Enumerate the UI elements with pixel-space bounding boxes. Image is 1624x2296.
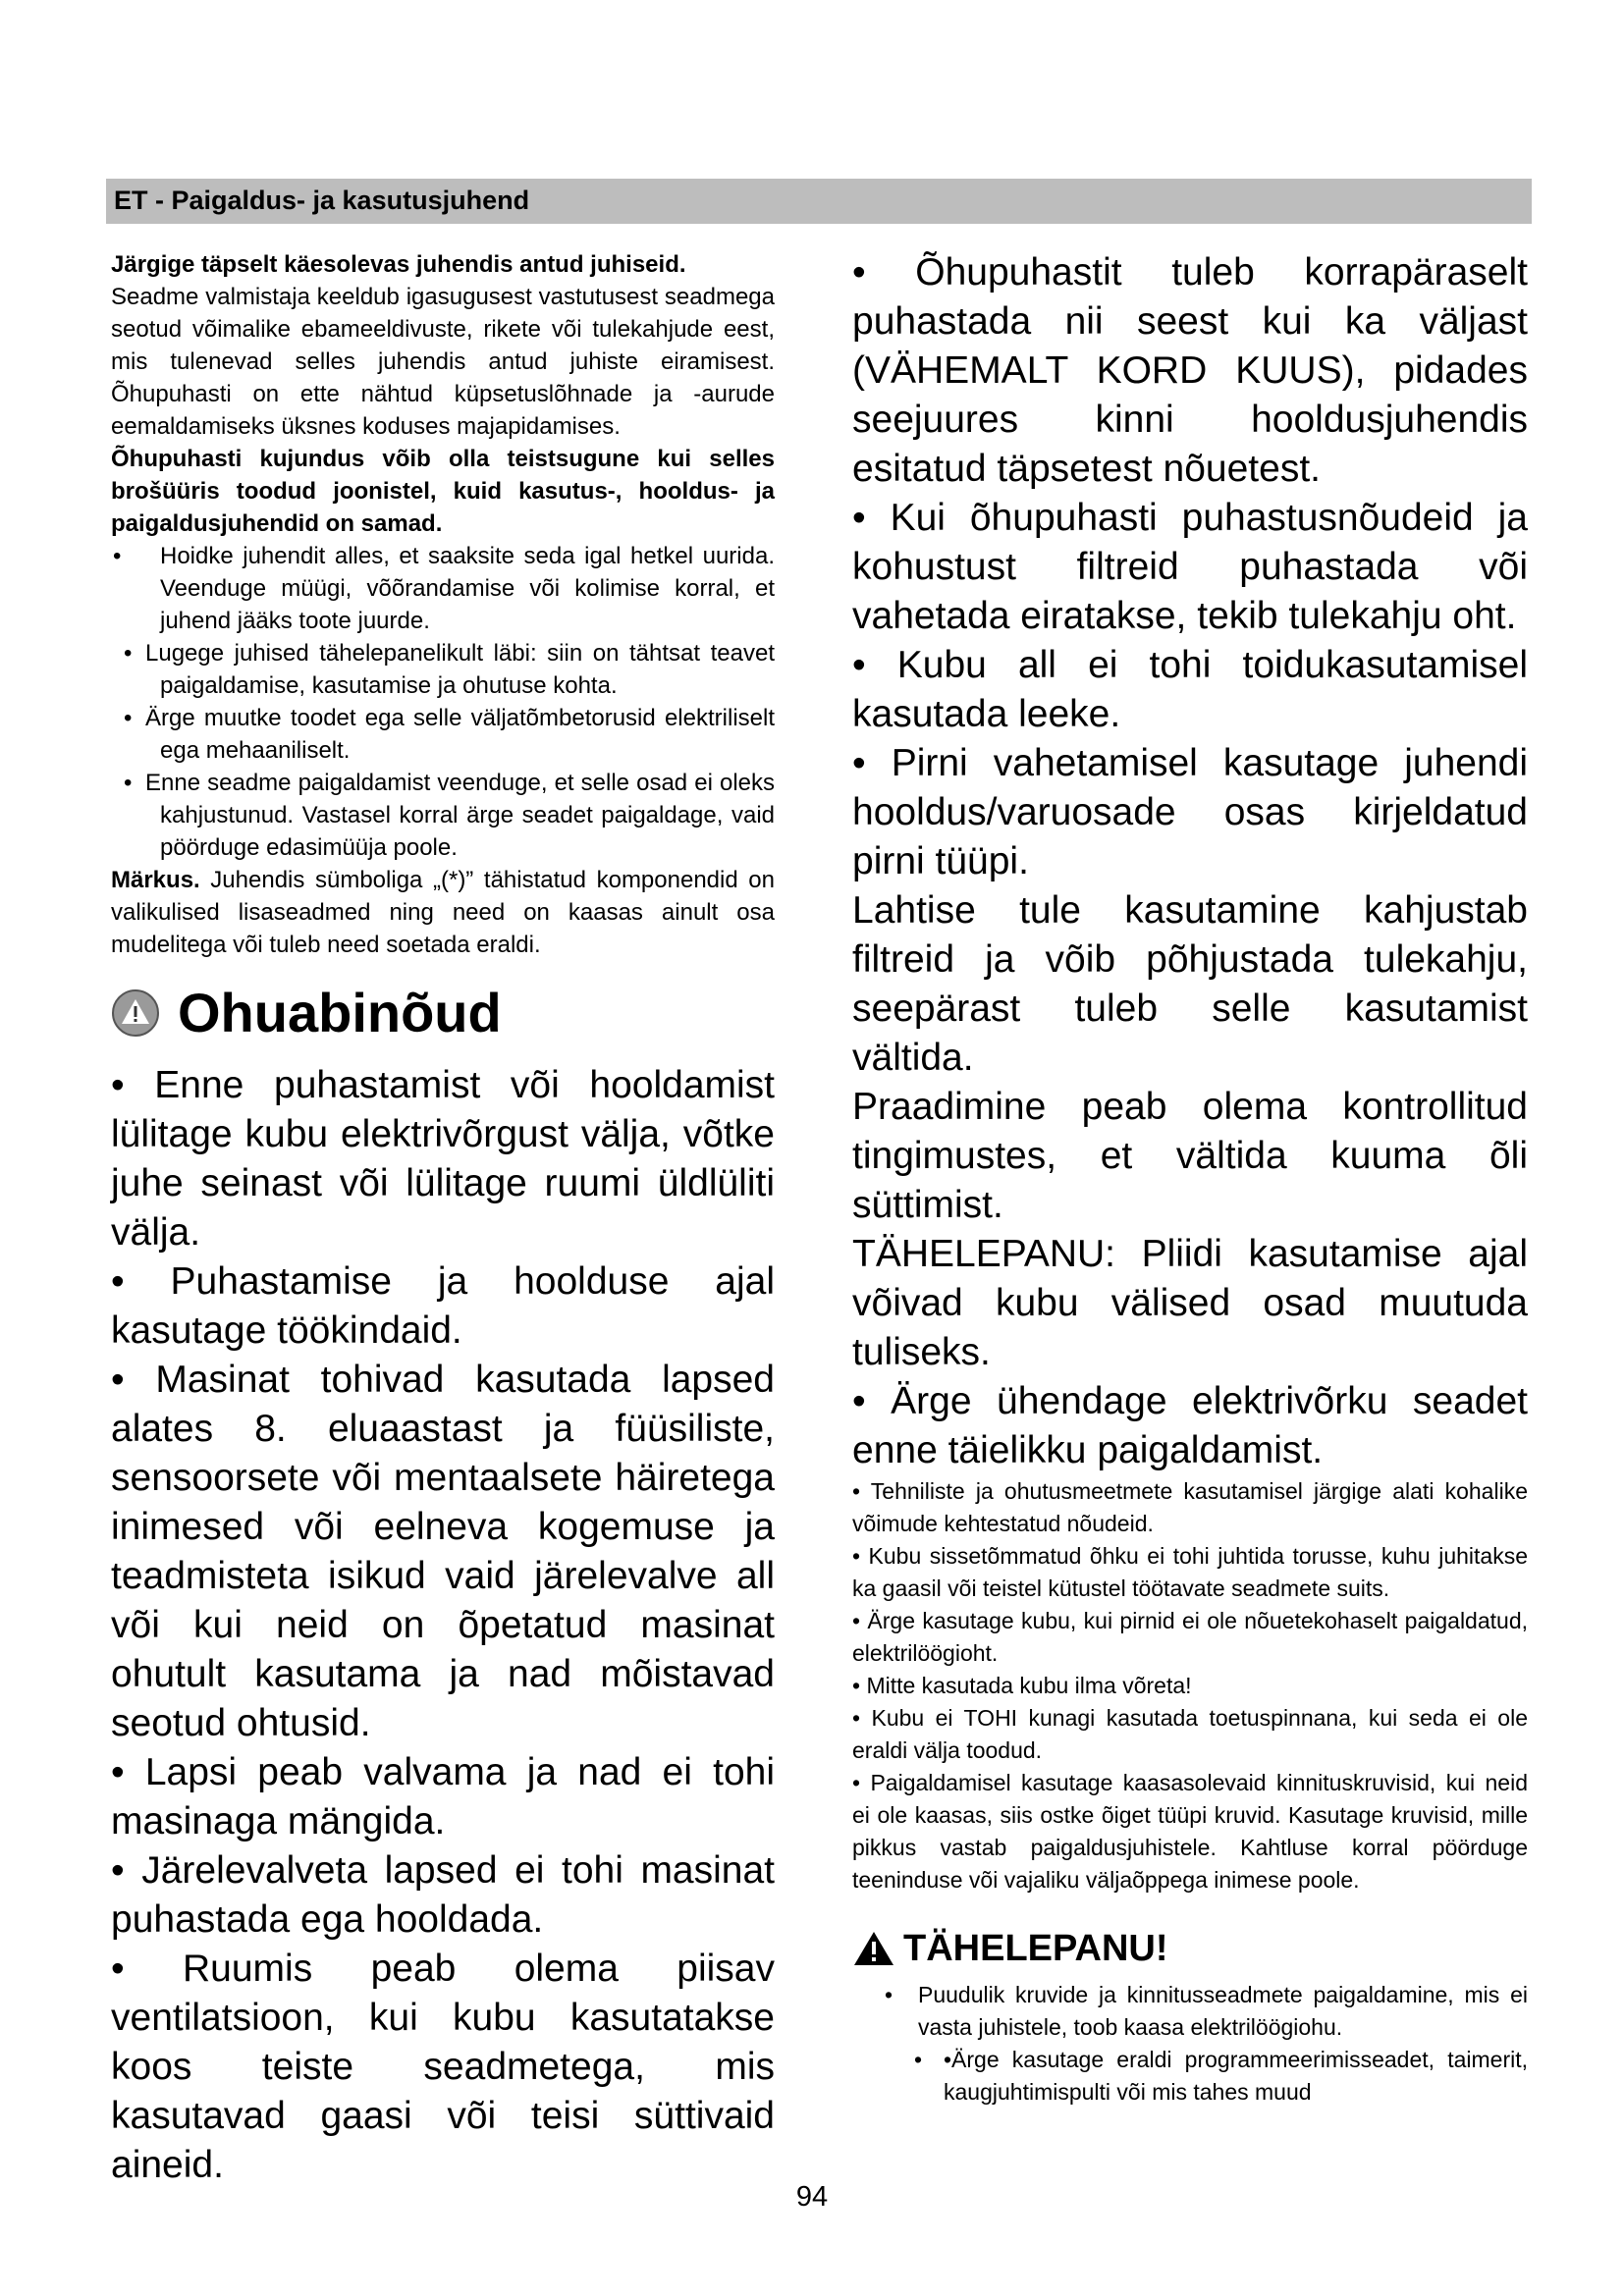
bullet-icon: • (914, 2047, 923, 2072)
safety-item: • Õhupuhastit tuleb korrapäraselt puhastada nii seest kui ka väljast (VÄHEMALT KORD KUUS), pidades seejuures kinni hooldusjuhendis esitatud täpsetest nõuetest. (852, 251, 1528, 490)
safety-item: • Ärge ühendage elektrivõrku seadet enne täielikku paigaldamist. (852, 1380, 1528, 1471)
design-note-paragraph: Õhupuhasti kujundus võib olla teistsugune kui selles brošüüris toodud joonistel, kuid kasutus-, hooldus- ja paigaldusjuhendid on samad. (111, 446, 775, 537)
section-title: Ohuabinõud (178, 982, 502, 1043)
intro-bold-line: Järgige täpselt käesolevas juhendis antud juhiseid. (111, 251, 686, 278)
safety-item: • Järelevalveta lapsed ei tohi masinat puhastada ega hooldada. (111, 1849, 775, 1941)
bullet-icon: • (113, 543, 122, 569)
attention-heading (852, 1926, 1528, 1971)
safety-item: • Enne puhastamist või hooldamist lülitage kubu elektrivõrgust välja, võtke juhe seinast või lülitage ruumi üldlüliti välja. (111, 1064, 775, 1254)
rule-item: • Kubu sissetõmmatud õhku ei tohi juhtida torusse, kuhu juhitakse ka gaasil või teistel kütustel töötavate seadmete suits. (852, 1543, 1528, 1601)
document-header-title: ET - Paigaldus- ja kasutusjuhend (114, 186, 530, 215)
safety-item: • Ruumis peab olema piisav ventilatsioon, kui kubu kasutatakse koos teiste seadmetega, mis kasutavad gaasi või teisi süttivaid aineid. (111, 1948, 775, 2186)
section-heading (111, 983, 775, 1043)
warning-triangle-icon (852, 1930, 895, 1967)
safety-item: TÄHELEPANU: Pliidi kasutamise ajal võivad kubu välised osad muutuda tuliseks. (852, 1233, 1528, 1373)
list-item: • Enne seadme paigaldamist veenduge, et selle osad ei oleks kahjustunud. Vastasel korral ärge seadet paigaldage, vaid pöörduge edasimüüja poole. (111, 767, 775, 864)
safety-item: Lahtise tule kasutamine kahjustab filtreid ja võib põhjustada tulekahju, seepärast tuleb selle kasutamist vältida. (852, 889, 1528, 1079)
right-column (852, 248, 1528, 2109)
rule-item: • Kubu ei TOHI kunagi kasutada toetuspinnana, kui seda ei ole eraldi välja toodud. (852, 1705, 1528, 1763)
bullet-icon: • (124, 640, 133, 667)
document-header-bar (106, 179, 1532, 224)
warning-circle-icon (111, 988, 160, 1038)
safety-item: • Masinat tohivad kasutada lapsed alates 8. eluaastast ja füüsiliste, sensoorsete või mentaalsete häiretega inimesed või eelneva kogemuse ja teadmisteta isikud vaid järelevalve all või kui neid on õpetatud masinat ohutult kasutama ja nad mõistavad seotud ohtusid. (111, 1359, 775, 1744)
rule-item: • Tehniliste ja ohutusmeetmete kasutamisel järgige alati kohalike võimude kehtestatud nõudeid. (852, 1478, 1528, 1536)
safety-item: • Kubu all ei tohi toidukasutamisel kasutada leeke. (852, 644, 1528, 735)
bullet-icon: • (124, 770, 133, 796)
safety-item: • Kui õhupuhasti puhastusnõudeid ja kohustust filtreid puhastada või vahetada eiratakse, tekib tulekahju oht. (852, 497, 1528, 637)
note-text: Juhendis sümboliga „(*)” tähistatud komponendid on valikulised lisaseadmed ning need on kaasas ainult osa mudelitega või tuleb need soetada eraldi. (111, 867, 775, 958)
list-item: • Ärge muutke toodet ega selle väljatõmbetorusid elektriliselt ega mehaaniliselt. (111, 702, 775, 767)
rule-item: • Ärge kasutage kubu, kui pirnid ei ole nõuetekohaselt paigaldatud, elektrilöögioht. (852, 1608, 1528, 1666)
note-label: Märkus. (111, 867, 200, 893)
safety-item: Praadimine peab olema kontrollitud tingimustes, et vältida kuuma õli süttimist. (852, 1086, 1528, 1226)
rule-item: • Mitte kasutada kubu ilma võreta! (852, 1673, 1192, 1698)
safety-item: • Puhastamise ja hoolduse ajal kasutage töökindaid. (111, 1260, 775, 1352)
list-item: • Lugege juhised tähelepanelikult läbi: siin on tähtsat teavet paigaldamise, kasutamise ja ohutuse kohta. (111, 637, 775, 702)
list-item: • Hoidke juhendit alles, et saaksite seda igal hetkel uurida. Veenduge müügi, võõrandamise või kolimise korral, et juhend jääks toote juurde. (111, 540, 775, 637)
bullet-icon: • (124, 705, 133, 731)
list-item: • •Ärge kasutage eraldi programmeerimisseadet, taimerit, kaugjuhtimispulti või mis tahes muud (852, 2044, 1528, 2109)
note-paragraph (111, 864, 775, 961)
intro-paragraph: Seadme valmistaja keeldub igasugusest vastutusest seadmega seotud võimalike ebameeldivuste, rikete või tulekahjude eest, mis tulenevad selles juhendis antud juhiste eiramisest. Õhupuhasti on ette nähtud küpsetuslõhnade ja -aurude eemaldamiseks üksnes koduses majapidamises. (111, 284, 775, 440)
attention-title: TÄHELEPANU! (903, 1928, 1168, 1969)
safety-item: • Lapsi peab valvama ja nad ei tohi masinaga mängida. (111, 1751, 775, 1842)
list-item: • Puudulik kruvide ja kinnitusseadmete paigaldamine, mis ei vasta juhistele, toob kaasa elektrilöögiohu. (852, 1979, 1528, 2044)
safety-item: • Pirni vahetamisel kasutage juhendi hooldus/varuosade osas kirjeldatud pirni tüüpi. (852, 742, 1528, 882)
page-number: 94 (795, 2181, 829, 2213)
rule-item: • Paigaldamisel kasutage kaasasolevaid kinnituskruvisid, kui neid ei ole kaasas, siis ostke õiget tüüpi kruvid. Kasutage kruvisid, mille pikkus vastab paigaldusjuhistele. Kahtluse korral pöörduge teeninduse või vajaliku väljaõppega inimese poole. (852, 1770, 1528, 1893)
bullet-icon: • (885, 1982, 893, 2007)
left-column (111, 248, 775, 2190)
